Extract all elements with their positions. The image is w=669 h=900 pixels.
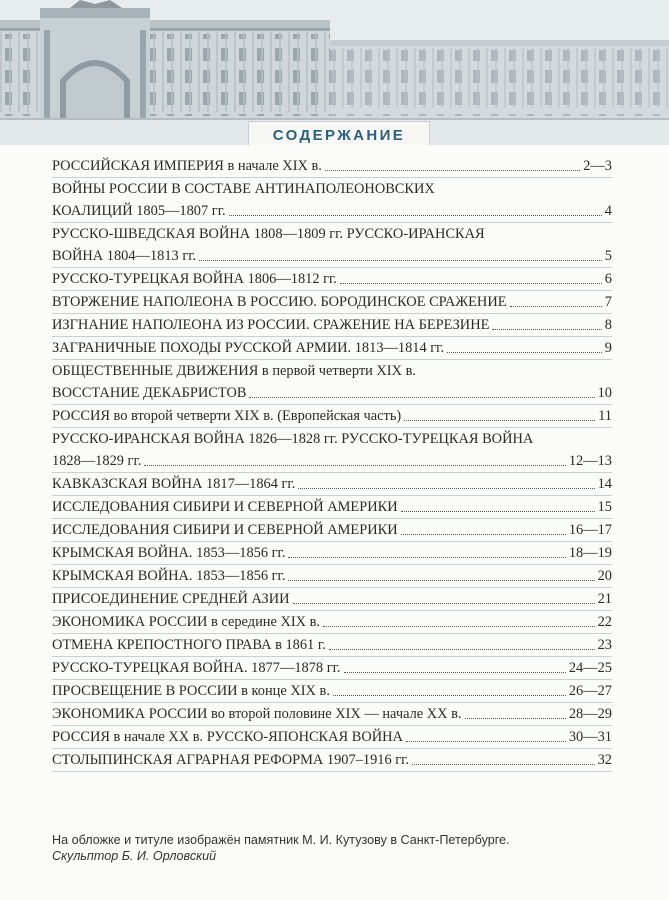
footer-note [52,832,612,864]
toc-page-number: 15 [597,499,612,515]
toc-entry-line [52,200,612,222]
toc-page-number: 16—17 [568,522,612,538]
toc-entry-title: ИЗГНАНИЕ НАПОЛЕОНА ИЗ РОССИИ. СРАЖЕНИЕ НА БЕРЕЗИНЕ [52,317,490,333]
toc-page-number: 20 [597,568,612,584]
toc-entry-title: РОССИЙСКАЯ ИМПЕРИЯ в начале XIX в. [52,158,322,174]
toc-entry[interactable] [52,268,612,291]
toc-page-number: 11 [598,408,612,424]
toc-entry-title: СТОЛЫПИНСКАЯ АГРАРНАЯ РЕФОРМА 1907–1916 гг. [52,752,410,768]
toc-page-number: 32 [597,752,612,768]
toc-entry-line [52,428,612,450]
toc-page-number: 28—29 [568,706,612,722]
toc-entry[interactable] [52,588,612,611]
toc-entry-line [52,450,612,472]
toc-entry[interactable] [52,405,612,428]
toc-entry-title: РОССИЯ во второй четверти XIX в. (Европейская часть) [52,408,402,424]
dot-leader [249,396,594,398]
toc-entry-title: ОТМЕНА КРЕПОСТНОГО ПРАВА в 1861 г. [52,637,326,653]
toc-entry-line [52,223,612,245]
toc-entry[interactable] [52,565,612,588]
toc-entry[interactable] [52,680,612,703]
toc-entry[interactable] [52,749,612,772]
toc-entry[interactable] [52,428,612,473]
toc-entry-title: ПРОСВЕЩЕНИЕ В РОССИИ в конце XIX в. [52,683,330,699]
toc-entry-title: РУССКО-ТУРЕЦКАЯ ВОЙНА. 1877—1878 гг. [52,660,341,676]
dot-leader [412,763,595,765]
dot-leader [288,579,594,581]
toc-entry-line [52,405,612,427]
toc-entry-line [52,519,612,541]
toc-entry-title: ЭКОНОМИКА РОССИИ во второй половине XIX — начале XX в. [52,706,462,722]
dot-leader [229,214,602,216]
toc-entry[interactable] [52,155,612,178]
toc-entry[interactable] [52,223,612,268]
toc-entry-title: КАВКАЗСКАЯ ВОЙНА 1817—1864 гг. [52,476,296,492]
toc-entry[interactable] [52,360,612,405]
toc-entry-line [52,565,612,587]
toc-entry-line [52,496,612,518]
toc-entry-line [52,155,612,177]
sculptor-credit: Скульптор Б. И. Орловский [52,849,217,863]
dot-leader [333,694,566,696]
toc-entry[interactable] [52,314,612,337]
toc-entry[interactable] [52,726,612,749]
toc-entry[interactable] [52,519,612,542]
dot-leader [144,464,565,466]
header-engraving [0,0,669,145]
toc-entry[interactable] [52,703,612,726]
dot-leader [344,671,566,673]
toc-entry-line [52,360,612,382]
dot-leader [329,648,595,650]
toc-entry-title: КОАЛИЦИЙ 1805—1807 гг. [52,203,226,219]
dot-leader [293,602,595,604]
toc-entry[interactable] [52,611,612,634]
toc-entry-title: КРЫМСКАЯ ВОЙНА. 1853—1856 гг. [52,568,286,584]
toc-title-tab [248,121,430,145]
toc-page-number: 4 [604,203,612,219]
toc-entry[interactable] [52,634,612,657]
toc-entry-line [52,634,612,656]
toc-entry-line [52,542,612,564]
toc-entry-line [52,680,612,702]
dot-leader [447,351,602,353]
toc-entry-line [52,245,612,267]
toc-page-number: 10 [597,385,612,401]
toc-entry[interactable] [52,473,612,496]
toc-entry-line [52,726,612,748]
toc-page-number: 6 [604,271,612,287]
toc-entry-title: ПРИСОЕДИНЕНИЕ СРЕДНЕЙ АЗИИ [52,591,290,607]
dot-leader [406,740,566,742]
toc-page-number: 7 [604,294,612,310]
toc-entry-title: КРЫМСКАЯ ВОЙНА. 1853—1856 гг. [52,545,286,561]
dot-leader [199,259,602,261]
dot-leader [404,419,595,421]
toc-entry[interactable] [52,178,612,223]
toc-page-number: 9 [604,340,612,356]
toc-entry[interactable] [52,291,612,314]
toc-title: СОДЕРЖАНИЕ [272,127,406,144]
toc-entry-line [52,337,612,359]
toc-entry-title: ИССЛЕДОВАНИЯ СИБИРИ И СЕВЕРНОЙ АМЕРИКИ [52,522,398,538]
toc-entry-title: ВТОРЖЕНИЕ НАПОЛЕОНА В РОССИЮ. БОРОДИНСКОЕ СРАЖЕНИЕ [52,294,507,310]
toc-entry-line [52,703,612,725]
cover-note: На обложке и титуле изображён памятник М. И. Кутузову в Санкт-Петербурге. [52,833,510,847]
toc-entry-title: ВОССТАНИЕ ДЕКАБРИСТОВ [52,385,247,401]
toc-page-number: 5 [604,248,612,264]
toc-page-number: 23 [597,637,612,653]
toc-entry-title: ИССЛЕДОВАНИЯ СИБИРИ И СЕВЕРНОЙ АМЕРИКИ [52,499,398,515]
toc-entry-title: 1828—1829 гг. [52,453,142,469]
toc-entry-line [52,611,612,633]
toc-entry-title: ВОЙНА 1804—1813 гг. [52,248,197,264]
toc-entry-title: РУССКО-ШВЕДСКАЯ ВОЙНА 1808—1809 гг. РУССКО-ИРАНСКАЯ [52,226,485,242]
toc-page-number: 18—19 [568,545,612,561]
toc-page-number: 12—13 [568,453,612,469]
toc-entry[interactable] [52,542,612,565]
dot-leader [340,282,602,284]
toc-entry[interactable] [52,337,612,360]
dot-leader [510,305,602,307]
toc-entry-line [52,268,612,290]
toc-entry[interactable] [52,496,612,519]
dot-leader [401,510,595,512]
toc-entry-title: ВОЙНЫ РОССИИ В СОСТАВЕ АНТИНАПОЛЕОНОВСКИХ [52,181,435,197]
toc-page-number: 26—27 [568,683,612,699]
toc-entry-line [52,314,612,336]
toc-page-number: 8 [604,317,612,333]
dot-leader [465,717,566,719]
dot-leader [323,625,595,627]
toc-page-number: 24—25 [568,660,612,676]
toc-entry-line [52,382,612,404]
toc-page-number: 21 [597,591,612,607]
dot-leader [401,533,566,535]
toc-entry-line [52,473,612,495]
toc-entry-title: РОССИЯ в начале XX в. РУССКО-ЯПОНСКАЯ ВОЙНА [52,729,403,745]
toc-entry-title: РУССКО-ТУРЕЦКАЯ ВОЙНА 1806—1812 гг. [52,271,337,287]
toc-entry-title: ЗАГРАНИЧНЫЕ ПОХОДЫ РУССКОЙ АРМИИ. 1813—1814 гг. [52,340,445,356]
toc-page-number: 30—31 [568,729,612,745]
table-of-contents [52,155,612,772]
toc-entry-title: ОБЩЕСТВЕННЫЕ ДВИЖЕНИЯ в первой четверти XIX в. [52,363,416,379]
toc-entry-title: РУССКО-ИРАНСКАЯ ВОЙНА 1826—1828 гг. РУССКО-ТУРЕЦКАЯ ВОЙНА [52,431,534,447]
toc-entry-line [52,749,612,771]
toc-page-number: 2—3 [583,158,612,174]
toc-page-number: 14 [597,476,612,492]
toc-entry-line [52,588,612,610]
toc-entry[interactable] [52,657,612,680]
toc-entry-line [52,657,612,679]
toc-entry-title: ЭКОНОМИКА РОССИИ в середине XIX в. [52,614,321,630]
dot-leader [325,169,580,171]
toc-entry-line [52,178,612,200]
dot-leader [492,328,601,330]
dot-leader [298,487,594,489]
toc-page-number: 22 [597,614,612,630]
dot-leader [288,556,565,558]
toc-entry-line [52,291,612,313]
